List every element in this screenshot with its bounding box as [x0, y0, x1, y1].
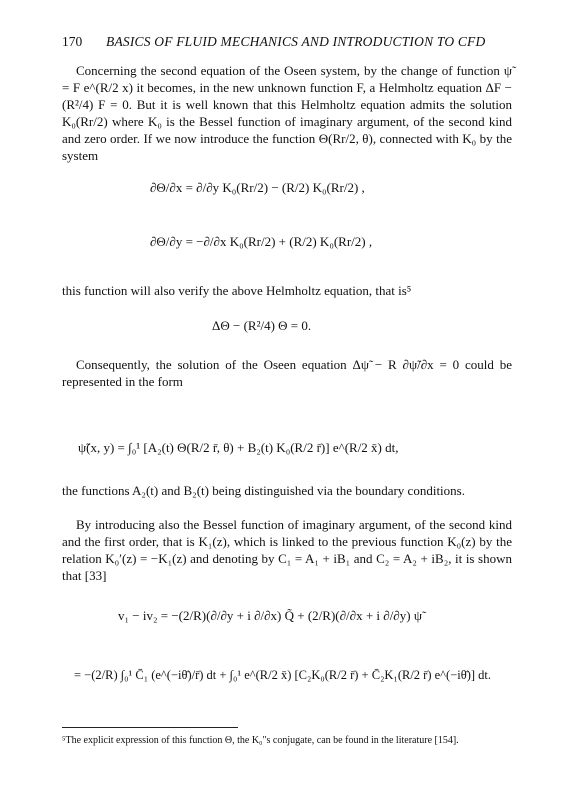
equation-psi-integral: ψ̃(x, y) = ∫₀¹ [A₂(t) Θ(R/2 r̄, θ) + B₂(t) K₀(R/2 r̄)] e^(R/2 x̄) dt,	[78, 440, 399, 455]
paragraph-oseen-second-equation: Concerning the second equation of the Oseen system, by the change of function ψ̃ = F e^(R/2 x) it becomes, in the new unknown function F, a Helmholtz equation ΔF − (R²/4) F = 0. But it is well known that this Helmholtz equation admits the solution K₀(Rr/2) where K₀ is the Bessel function of imaginary argument, of the second kind and zero order. If we now introduce the function Θ(Rr/2, θ), connected with K₀ by the system	[62, 63, 512, 163]
paragraph-oseen-solution: Consequently, the solution of the Oseen equation Δψ̃ − R ∂ψ̃/∂x = 0 could be represented in the form	[62, 357, 512, 389]
paragraph-boundary-conditions: the functions A₂(t) and B₂(t) being distinguished via the boundary conditions.	[62, 483, 465, 498]
page-number: 170	[62, 34, 83, 49]
paragraph-bessel-first-order: By introducing also the Bessel function of imaginary argument, of the second kind and the first order, that is K₁(z), which is linked to the previous function K₀(z) by the relation K₀′(z) = −K₁(z) and denoting by C₁ = A₁ + iB₁ and C₂ = A₂ + iB₂, it is shown that [33]	[62, 517, 512, 583]
footnote-rule	[62, 727, 238, 728]
equation-dtheta-dy: ∂Θ/∂y = −∂/∂x K₀(Rr/2) + (R/2) K₀(Rr/2) ,	[150, 234, 373, 249]
equation-velocity: v₁ − iv₂ = −(2/R)(∂/∂y + i ∂/∂x) Q̃ + (2/R)(∂/∂x + i ∂/∂y) ψ̃	[118, 608, 422, 623]
running-title: BASICS OF FLUID MECHANICS AND INTRODUCTION TO CFD	[106, 34, 486, 49]
paragraph-helmholtz-verify: this function will also verify the above Helmholtz equation, that is⁵	[62, 283, 412, 298]
equation-helmholtz-theta: ΔΘ − (R²/4) Θ = 0.	[212, 318, 312, 333]
equation-velocity-integral: = −(2/R) ∫₀¹ C̄₁ (e^(−iθ̄)/r̄) dt + ∫₀¹ e^(R/2 x̄) [C₂K₀(R/2 r̄) + C̄₂K₁(R/2 r̄) e^(−iθ̄)] dt.	[74, 668, 491, 682]
equation-dtheta-dx: ∂Θ/∂x = ∂/∂y K₀(Rr/2) − (R/2) K₀(Rr/2) ,	[150, 180, 365, 195]
footnote: ⁵The explicit expression of this function Θ, the K₀′'s conjugate, can be found in the literature [154].	[62, 735, 459, 746]
